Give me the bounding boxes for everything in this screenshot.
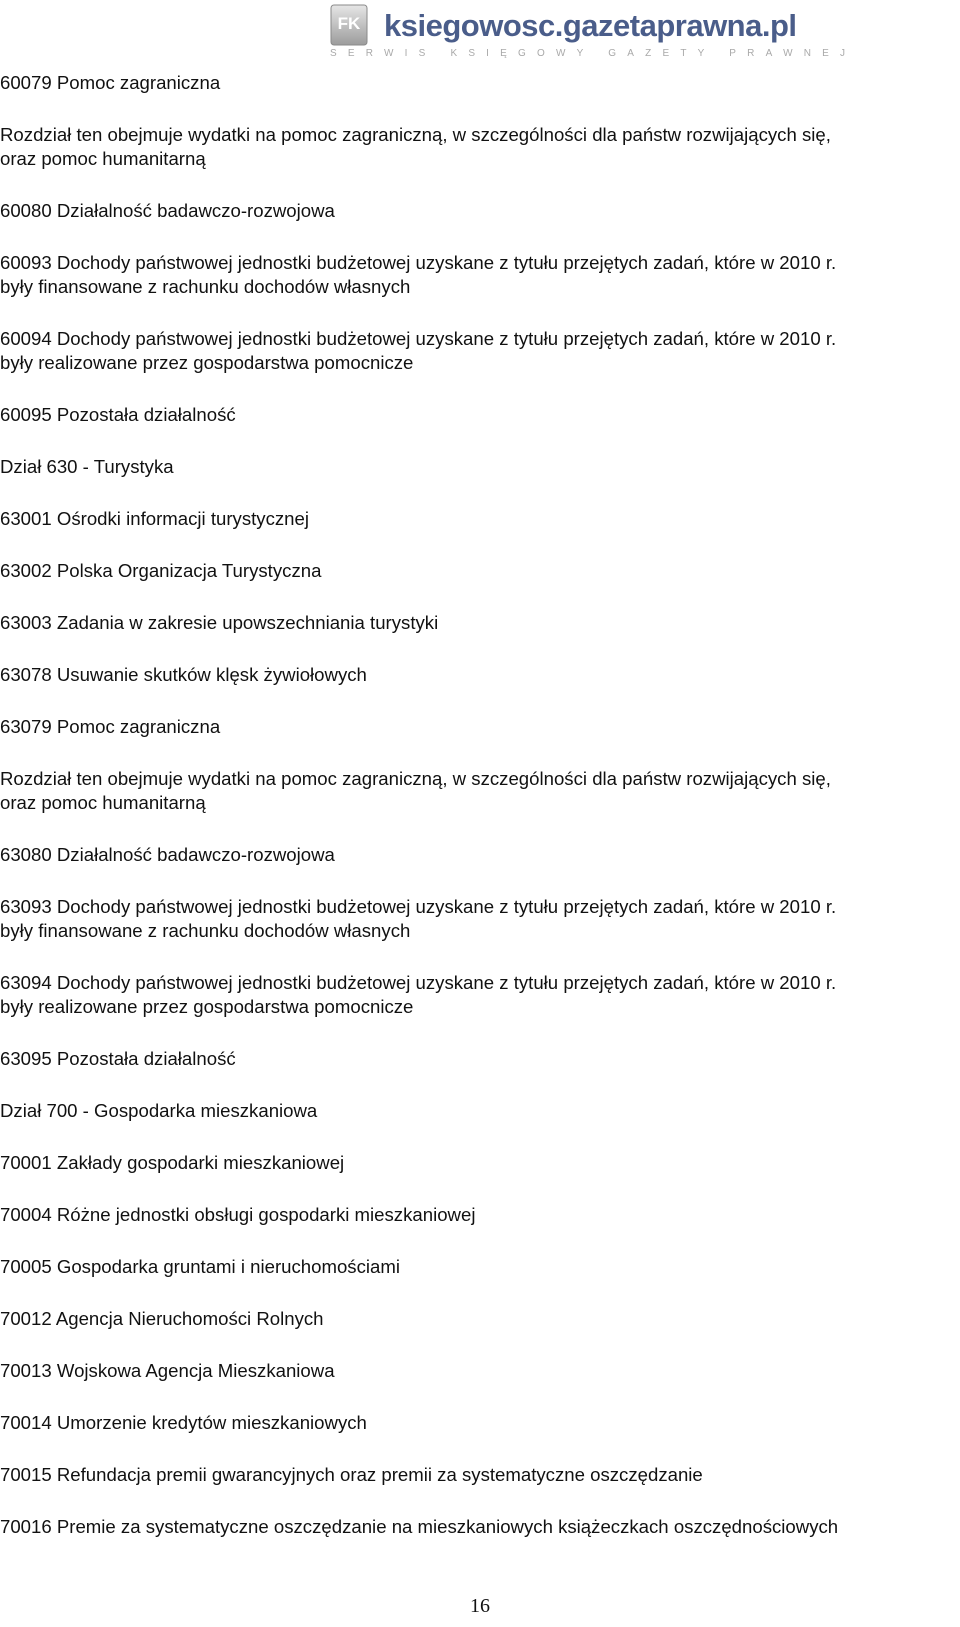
paragraph: 70014 Umorzenie kredytów mieszkaniowych bbox=[0, 1412, 367, 1433]
paragraph: 70013 Wojskowa Agencja Mieszkaniowa bbox=[0, 1360, 335, 1381]
fk-badge-icon bbox=[330, 4, 368, 46]
document-body bbox=[0, 71, 958, 1567]
paragraph: 63093 Dochody państwowej jednostki budżetowej uzyskane z tytułu przejętych zadań, które w 2010 r. były finansowane z rachunku dochodów własnych bbox=[0, 896, 837, 941]
section-heading: Dział 630 - Turystyka bbox=[0, 456, 174, 477]
paragraph: 63095 Pozostała działalność bbox=[0, 1048, 236, 1069]
paragraph: Rozdział ten obejmuje wydatki na pomoc zagraniczną, w szczególności dla państw rozwijających się, oraz pomoc humanitarną bbox=[0, 124, 831, 169]
paragraph: Rozdział ten obejmuje wydatki na pomoc zagraniczną, w szczególności dla państw rozwijających się, oraz pomoc humanitarną bbox=[0, 768, 831, 813]
paragraph: 70016 Premie za systematyczne oszczędzanie na mieszkaniowych książeczkach oszczędnościowych bbox=[0, 1516, 839, 1537]
badge-text: FK bbox=[337, 14, 361, 33]
paragraph: 70012 Agencja Nieruchomości Rolnych bbox=[0, 1308, 324, 1329]
paragraph: 63001 Ośrodki informacji turystycznej bbox=[0, 508, 309, 529]
paragraph: 63003 Zadania w zakresie upowszechniania turystyki bbox=[0, 612, 439, 633]
paragraph: 60095 Pozostała działalność bbox=[0, 404, 236, 425]
site-logo[interactable] bbox=[330, 4, 857, 64]
paragraph: 70015 Refundacja premii gwarancyjnych oraz premii za systematyczne oszczędzanie bbox=[0, 1464, 703, 1485]
paragraph: 63002 Polska Organizacja Turystyczna bbox=[0, 560, 322, 581]
paragraph: 63079 Pomoc zagraniczna bbox=[0, 716, 221, 737]
paragraph: 63078 Usuwanie skutków klęsk żywiołowych bbox=[0, 664, 367, 685]
paragraph: 70005 Gospodarka gruntami i nieruchomościami bbox=[0, 1256, 400, 1277]
section-heading: Dział 700 - Gospodarka mieszkaniowa bbox=[0, 1100, 318, 1121]
paragraph: 60079 Pomoc zagraniczna bbox=[0, 72, 221, 93]
paragraph: 60093 Dochody państwowej jednostki budżetowej uzyskane z tytułu przejętych zadań, które w 2010 r. były finansowane z rachunku dochodów własnych bbox=[0, 252, 837, 297]
paragraph: 70004 Różne jednostki obsługi gospodarki mieszkaniowej bbox=[0, 1204, 476, 1225]
logo-domain-text: ksiegowosc.gazetaprawna.pl bbox=[384, 8, 797, 43]
paragraph: 60080 Działalność badawczo-rozwojowa bbox=[0, 200, 335, 221]
page-number: 16 bbox=[470, 1595, 490, 1617]
paragraph: 60094 Dochody państwowej jednostki budżetowej uzyskane z tytułu przejętych zadań, które w 2010 r. były realizowane przez gospodarstwa pomocnicze bbox=[0, 328, 837, 373]
paragraph: 63094 Dochody państwowej jednostki budżetowej uzyskane z tytułu przejętych zadań, które w 2010 r. były realizowane przez gospodarstwa pomocnicze bbox=[0, 972, 837, 1017]
paragraph: 70001 Zakłady gospodarki mieszkaniowej bbox=[0, 1152, 345, 1173]
paragraph: 63080 Działalność badawczo-rozwojowa bbox=[0, 844, 335, 865]
logo-tagline: SERWIS KSIĘGOWY GAZETY PRAWNEJ bbox=[330, 48, 857, 59]
